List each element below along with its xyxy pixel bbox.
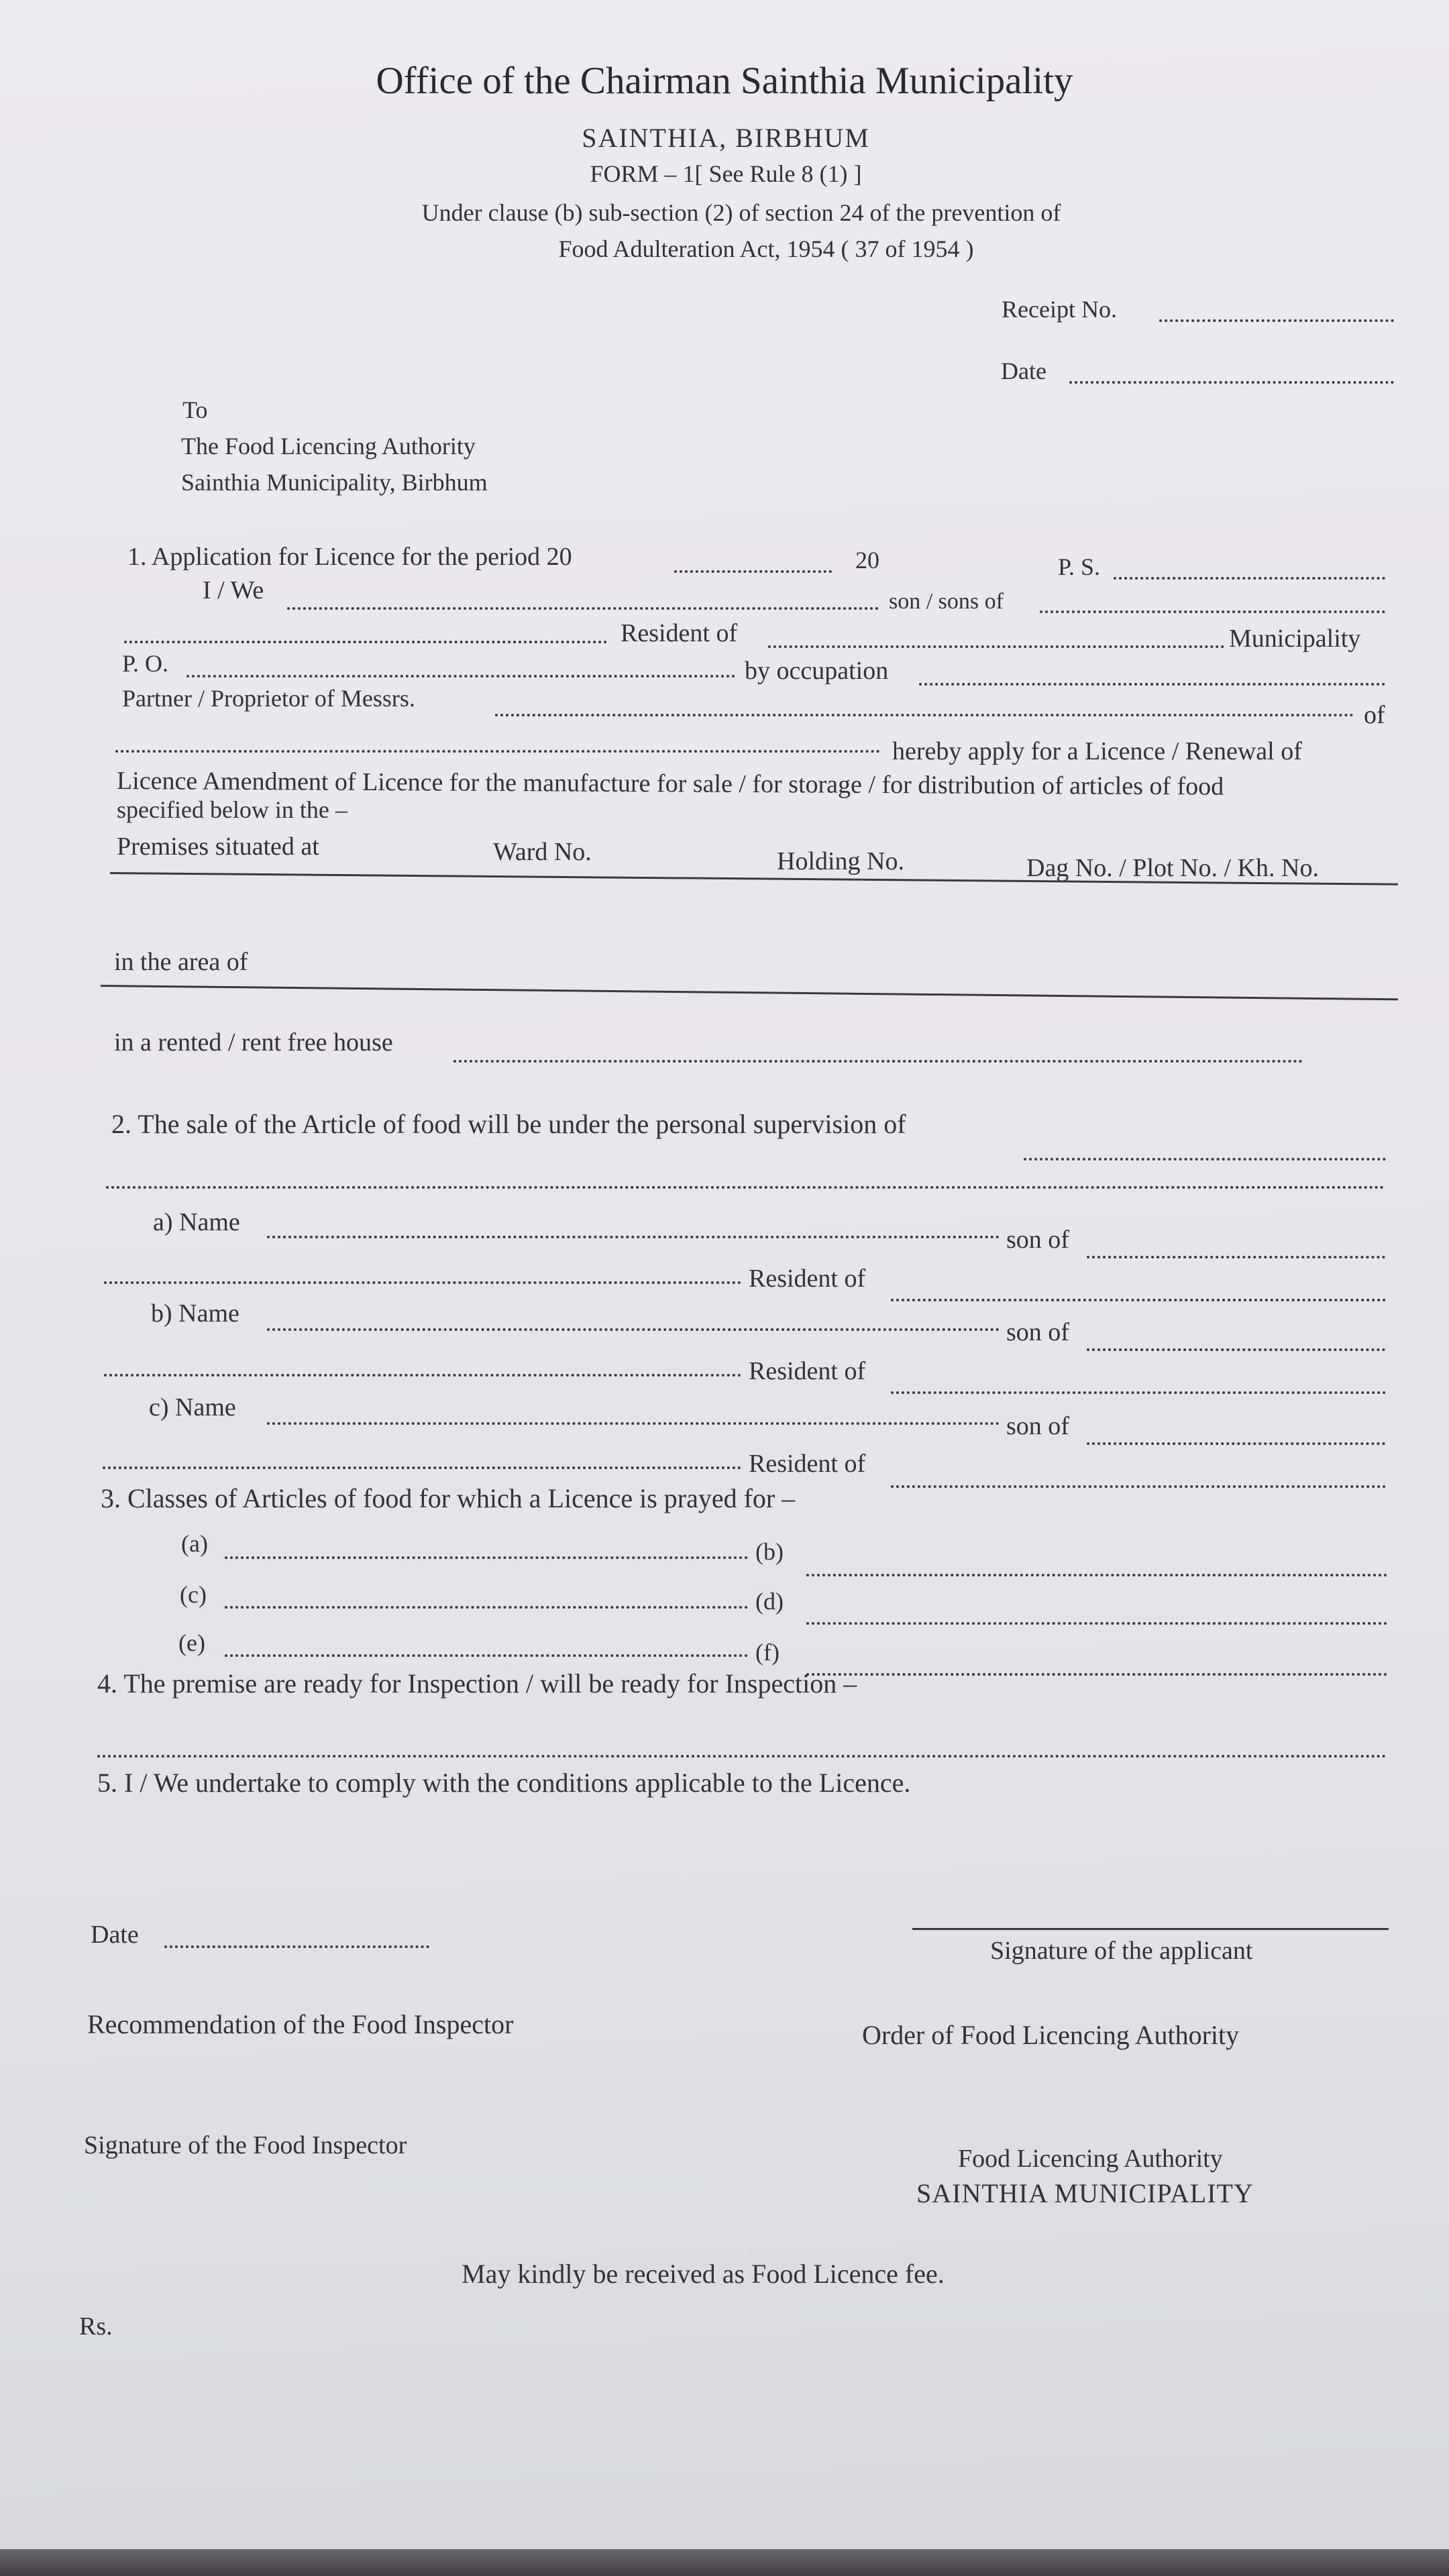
applicant-name-cont-field[interactable] <box>124 641 607 643</box>
premises-column: Premises situated at <box>117 833 319 861</box>
licence-fee-text: May kindly be received as Food Licence fee. <box>462 2259 945 2289</box>
addressee-line-1: The Food Licencing Authority <box>181 433 476 460</box>
holding-column: Holding No. <box>777 847 904 875</box>
addressee-line-2: Sainthia Municipality, Birbhum <box>181 469 488 496</box>
of-label: of <box>1364 701 1385 729</box>
son-sons-of-label: son / sons of <box>889 589 1004 614</box>
amendment-text: Licence Amendment of Licence for the manufacture for sale / for storage / for distribution of articles of food <box>116 767 1224 801</box>
ward-column: Ward No. <box>493 838 592 866</box>
undertake-text: 5. I / We undertake to comply with the conditions applicable to the Licence. <box>97 1768 911 1798</box>
to-label: To <box>182 396 208 423</box>
inspection-field[interactable] <box>97 1755 1387 1758</box>
receipt-no-label: Receipt No. <box>1002 296 1117 323</box>
b-name-field[interactable] <box>267 1328 1000 1331</box>
authority-label: Food Licencing Authority <box>958 2145 1223 2173</box>
c-resident-field[interactable] <box>891 1485 1386 1488</box>
b-resident-label: Resident of <box>749 1357 866 1385</box>
supervision-cont-field[interactable] <box>106 1186 1385 1189</box>
receipt-no-field[interactable] <box>1159 319 1394 322</box>
class-b-label: (b) <box>755 1538 784 1565</box>
a-resident-label: Resident of <box>749 1265 866 1293</box>
c-name-cont-field[interactable] <box>103 1466 741 1469</box>
specified-below: specified below in the – <box>117 796 347 823</box>
rs-label: Rs. <box>79 2312 113 2341</box>
class-a-field[interactable] <box>225 1556 748 1559</box>
a-son-of-field[interactable] <box>1087 1256 1385 1258</box>
hereby-apply: hereby apply for a Licence / Renewal of <box>892 737 1302 765</box>
messrs-field[interactable] <box>495 714 1354 716</box>
messrs-cont-field[interactable] <box>115 750 880 753</box>
binding-edge <box>0 2549 1449 2576</box>
po-field[interactable] <box>186 675 735 678</box>
rented-field[interactable] <box>453 1060 1303 1063</box>
c-resident-label: Resident of <box>749 1450 866 1478</box>
class-d-label: (d) <box>755 1588 784 1615</box>
resident-of-field[interactable] <box>768 645 1224 648</box>
class-c-label: (c) <box>180 1581 207 1608</box>
iwe-label: I / We <box>203 576 264 604</box>
ps-field[interactable] <box>1114 577 1385 580</box>
resident-of-label: Resident of <box>621 619 738 647</box>
b-resident-field[interactable] <box>891 1391 1386 1394</box>
footer-date-label: Date <box>91 1921 139 1949</box>
class-f-label: (f) <box>755 1639 780 1666</box>
municipality-label: Municipality <box>1229 625 1361 653</box>
occupation-field[interactable] <box>919 683 1385 686</box>
clause-line-2: Food Adulteration Act, 1954 ( 37 of 1954 ) <box>558 235 974 262</box>
a-son-of-label: son of <box>1006 1226 1069 1254</box>
rented-label: in a rented / rent free house <box>114 1028 393 1057</box>
class-e-label: (e) <box>178 1629 205 1656</box>
receipt-date-field[interactable] <box>1069 381 1394 384</box>
period-from-field[interactable] <box>674 570 832 573</box>
order-label: Order of Food Licencing Authority <box>862 2020 1240 2050</box>
applicant-name-field[interactable] <box>287 607 879 610</box>
ps-label: P. S. <box>1058 553 1101 580</box>
b-son-of-field[interactable] <box>1087 1348 1385 1351</box>
son-sons-of-field[interactable] <box>1040 610 1385 613</box>
receipt-date-label: Date <box>1001 358 1046 384</box>
area-label: in the area of <box>114 948 248 976</box>
a-name-field[interactable] <box>267 1236 1000 1238</box>
supervision-heading: 2. The sale of the Article of food will be under the personal supervision of <box>111 1109 906 1139</box>
occupation-label: by occupation <box>745 657 889 685</box>
class-b-field[interactable] <box>806 1574 1387 1576</box>
inspection-text: 4. The premise are ready for Inspection / will be ready for Inspection – <box>97 1668 857 1699</box>
classes-heading: 3. Classes of Articles of food for which a Licence is prayed for – <box>101 1483 796 1513</box>
b-son-of-label: son of <box>1006 1318 1069 1346</box>
period-year-2: 20 <box>855 547 879 574</box>
a-name-label: a) Name <box>153 1208 240 1236</box>
c-son-of-label: son of <box>1006 1412 1069 1440</box>
c-name-field[interactable] <box>267 1422 1000 1425</box>
supervision-field[interactable] <box>1024 1158 1386 1161</box>
recommendation-label: Recommendation of the Food Inspector <box>87 2009 514 2039</box>
class-c-field[interactable] <box>225 1606 748 1609</box>
b-name-cont-field[interactable] <box>104 1374 741 1377</box>
applicant-signature-label: Signature of the applicant <box>990 1937 1253 1965</box>
class-e-field[interactable] <box>225 1654 748 1657</box>
dag-column: Dag No. / Plot No. / Kh. No. <box>1026 854 1319 882</box>
po-label: P. O. <box>122 650 169 677</box>
office-title: Office of the Chairman Sainthia Municipality <box>376 60 1073 102</box>
class-d-field[interactable] <box>806 1622 1387 1625</box>
a-resident-field[interactable] <box>891 1299 1386 1301</box>
form-number: FORM – 1[ See Rule 8 (1) ] <box>590 160 862 187</box>
area-rule[interactable] <box>101 985 1398 1000</box>
application-period: 1. Application for Licence for the period 20 <box>127 543 572 571</box>
footer-date-field[interactable] <box>164 1945 429 1948</box>
b-name-label: b) Name <box>151 1299 239 1328</box>
c-name-label: c) Name <box>149 1393 236 1421</box>
inspector-signature-label: Signature of the Food Inspector <box>84 2131 407 2159</box>
a-name-cont-field[interactable] <box>104 1281 741 1284</box>
applicant-signature-line[interactable] <box>912 1928 1389 1930</box>
class-f-field[interactable] <box>806 1673 1387 1676</box>
office-place: SAINTHIA, BIRBHUM <box>582 123 870 153</box>
c-son-of-field[interactable] <box>1087 1442 1385 1445</box>
class-a-label: (a) <box>181 1530 208 1557</box>
clause-line-1: Under clause (b) sub-section (2) of section 24 of the prevention of <box>421 199 1061 226</box>
partner-label: Partner / Proprietor of Messrs. <box>122 685 415 712</box>
authority-municipality: SAINTHIA MUNICIPALITY <box>916 2178 1254 2208</box>
